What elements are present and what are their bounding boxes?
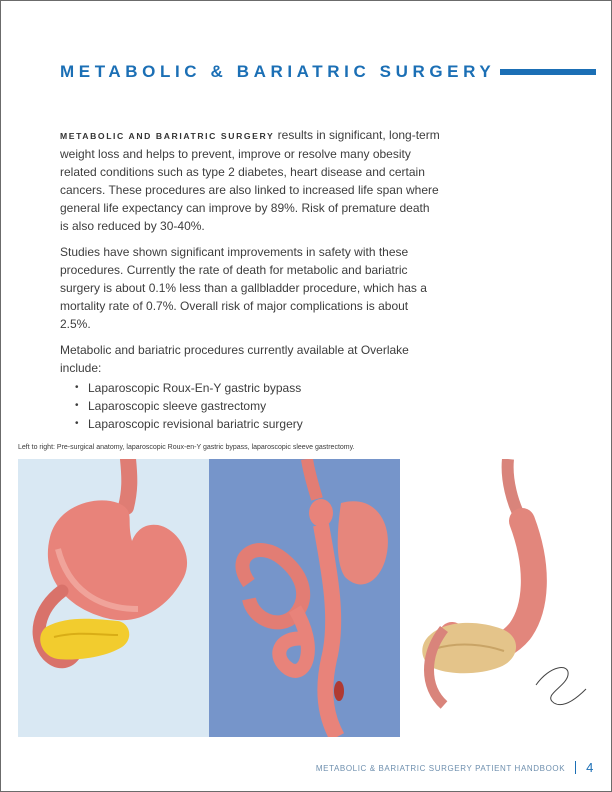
list-item-text: Laparoscopic sleeve gastrectomy	[88, 399, 267, 413]
bullet-icon: •	[75, 418, 79, 429]
body-text	[60, 126, 440, 433]
paragraph-intro	[60, 126, 440, 235]
page-title: METABOLIC & BARIATRIC SURGERY	[60, 62, 496, 81]
illustration-pre-surgical	[18, 459, 209, 737]
footer-divider	[575, 761, 576, 774]
bullet-icon: •	[75, 400, 79, 411]
handbook-title: METABOLIC & BARIATRIC SURGERY PATIENT HANDBOOK	[315, 764, 566, 773]
list-item	[60, 397, 440, 415]
paragraph-intro-text: results in significant, long-term weight loss and helps to prevent, improve or resolve many obesity related conditions such as type 2 diabetes, heart disease and certain cancers. These procedures are also linked to increased life span where general life expectancy can improve by 89%. Risk of premature death is also reduced by 30-40%.	[60, 128, 440, 233]
figure-caption: Left to right: Pre-surgical anatomy, laparoscopic Roux-en-Y gastric bypass, laparoscopic sleeve gastrectomy.	[18, 444, 355, 451]
lead-in: METABOLIC AND BARIATRIC SURGERY	[60, 131, 275, 141]
list-item-text: Laparoscopic Roux-En-Y gastric bypass	[88, 381, 302, 395]
page-footer	[316, 760, 594, 775]
list-item	[60, 415, 440, 433]
procedure-list	[60, 379, 440, 433]
page-number: 4	[586, 760, 594, 775]
bullet-icon: •	[75, 382, 79, 393]
list-item	[60, 379, 440, 397]
list-item-text: Laparoscopic revisional bariatric surgery	[88, 417, 303, 431]
title-rule	[500, 69, 596, 75]
illustration-sleeve-gastrectomy	[400, 459, 594, 737]
paragraph-procedures: Metabolic and bariatric procedures currently available at Overlake include:	[60, 343, 409, 375]
anatomy-figure	[18, 459, 594, 737]
paragraph-safety: Studies have shown significant improvements in safety with these procedures. Currently the rate of death for metabolic and bariatric surgery is about 0.1% less than a gallbladder procedure, which has a mortality rate of 0.7%. Overall risk of major complications is about 2.5%.	[60, 245, 427, 331]
illustration-gastric-bypass	[209, 459, 400, 737]
